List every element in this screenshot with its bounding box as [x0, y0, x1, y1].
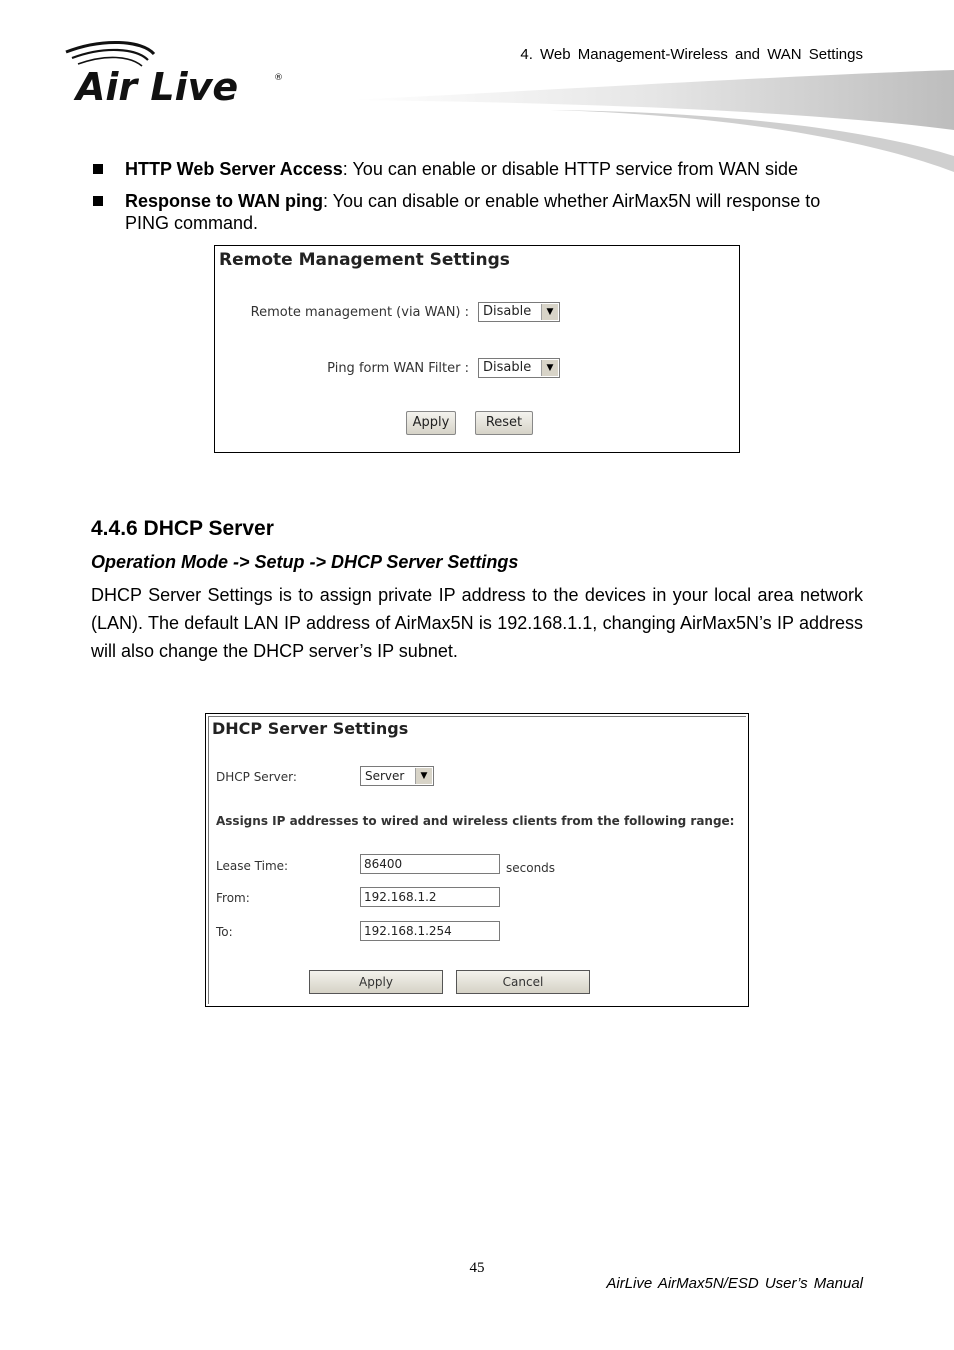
dhcp-server-value: Server — [365, 769, 405, 783]
chapter-header: 4. Web Management-Wireless and WAN Settings — [520, 46, 863, 63]
page-number: 45 — [469, 1260, 485, 1276]
lease-time-input[interactable]: 86400 — [360, 854, 500, 874]
panel-divider — [208, 716, 209, 1004]
svg-text:Air Live: Air Live — [76, 65, 239, 108]
cancel-button[interactable]: Cancel — [456, 970, 590, 994]
bullet-http-access — [91, 158, 863, 180]
panel-title: Remote Management Settings — [219, 250, 510, 270]
chevron-down-icon[interactable]: ▼ — [541, 360, 558, 376]
remote-management-select[interactable] — [478, 302, 560, 322]
bullet-text: : You can enable or disable HTTP service from WAN side — [342, 159, 798, 179]
remote-management-value: Disable — [483, 304, 532, 319]
to-ip-input[interactable]: 192.168.1.254 — [360, 921, 500, 941]
remote-management-panel — [214, 245, 740, 453]
lease-time-label: Lease Time: — [216, 859, 289, 873]
menu-path: Operation Mode -> Setup -> DHCP Server Settings — [91, 552, 519, 572]
bullet-square-icon — [93, 164, 103, 174]
ping-filter-label: Ping form WAN Filter : — [327, 361, 469, 376]
section-description: DHCP Server Settings is to assign private IP address to the devices in your local area network (LAN). The default LAN IP address of AirMax5N is 192.168.1.1, changing AirMax5N’s IP address will also change the DHCP server’s IP subnet. — [91, 585, 863, 661]
bullet-text: : You can disable or enable whether AirMax5N will response to PING command. — [125, 191, 821, 233]
dhcp-server-select[interactable] — [360, 766, 434, 786]
dhcp-server-label: DHCP Server: — [216, 770, 297, 784]
panel-title: DHCP Server Settings — [212, 719, 409, 738]
from-ip-input[interactable]: 192.168.1.2 — [360, 887, 500, 907]
panel-divider — [208, 716, 746, 717]
remote-management-label: Remote management (via WAN) : — [250, 305, 469, 320]
apply-button[interactable]: Apply — [406, 411, 456, 435]
bullet-term: Response to WAN ping — [125, 191, 323, 211]
lease-unit: seconds — [506, 861, 556, 875]
bullet-square-icon — [93, 196, 103, 206]
airlive-logo — [62, 40, 292, 108]
section-title: 4.4.6 DHCP Server — [91, 517, 274, 540]
ping-filter-select[interactable] — [478, 358, 560, 378]
chevron-down-icon[interactable]: ▼ — [541, 304, 558, 320]
apply-button[interactable]: Apply — [309, 970, 443, 994]
from-label: From: — [216, 891, 250, 905]
to-label: To: — [216, 925, 233, 939]
chevron-down-icon[interactable]: ▼ — [415, 768, 432, 784]
ping-filter-value: Disable — [483, 360, 532, 375]
dhcp-server-panel — [205, 713, 749, 1007]
reset-button[interactable]: Reset — [475, 411, 533, 435]
bullet-wan-ping — [91, 190, 863, 234]
range-note: Assigns IP addresses to wired and wireless clients from the following range: — [216, 814, 735, 828]
manual-title: AirLive AirMax5N/ESD User’s Manual — [606, 1275, 863, 1292]
bullet-term: HTTP Web Server Access — [125, 159, 343, 179]
svg-text:®: ® — [274, 73, 283, 83]
